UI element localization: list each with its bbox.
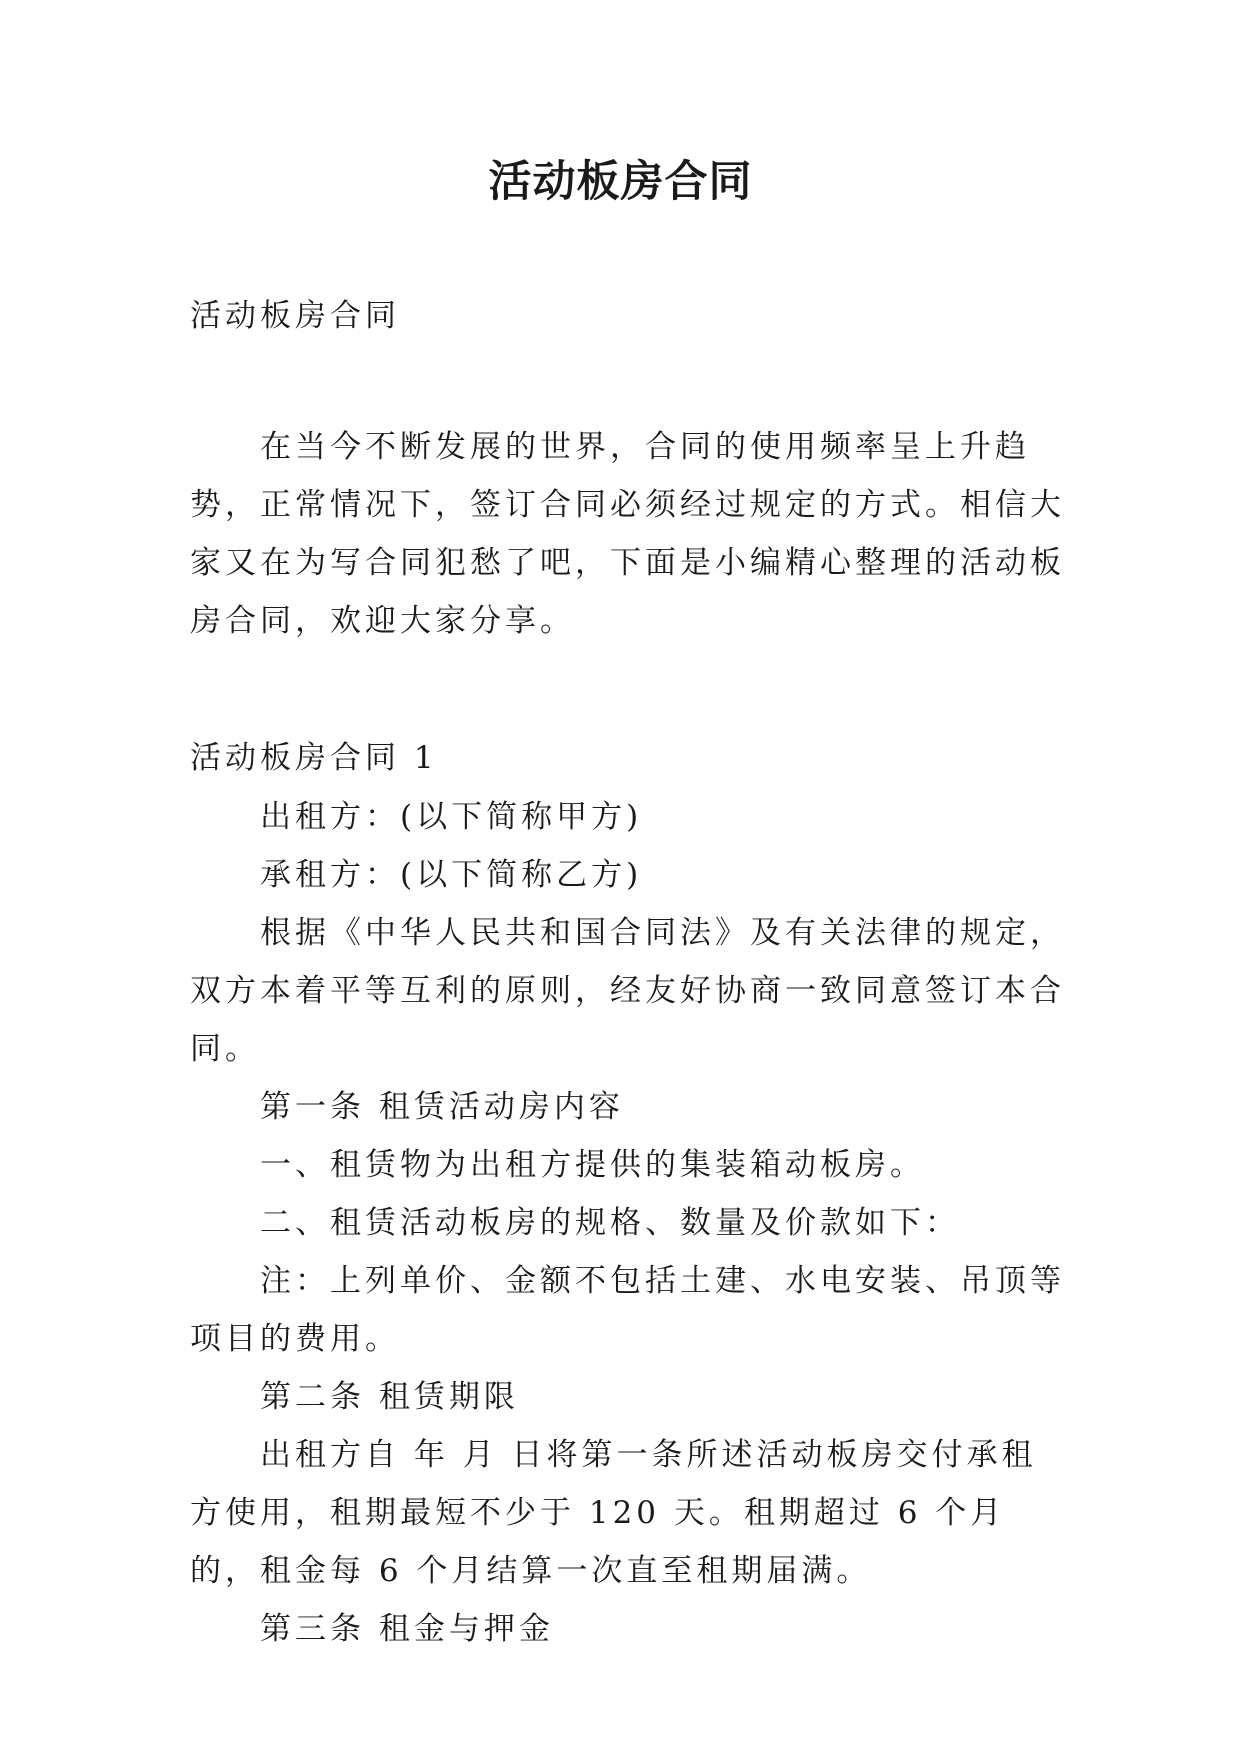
document-body — [190, 286, 1070, 1658]
lessor-line: 出租方：(以下简称甲方) — [260, 799, 643, 835]
article-1-heading: 第一条 租赁活动房内容 — [260, 1089, 624, 1125]
article-2-heading: 第二条 租赁期限 — [260, 1379, 519, 1415]
article-1-item-1: 一、租赁物为出租方提供的集装箱动板房。 — [260, 1147, 925, 1183]
article-3-heading: 第三条 租金与押金 — [260, 1611, 554, 1647]
article-2-body: 出租方自 年 月 日将第一条所述活动板房交付承租方使用，租期最短不少于 120 天。租期超过 6 个月的，租金每 6 个月结算一次直至租期届满。 — [190, 1437, 1037, 1589]
legal-basis-paragraph: 根据《中华人民共和国合同法》及有关法律的规定，双方本着平等互利的原则，经友好协商一致同意签订本合同。 — [190, 915, 1065, 1067]
article-1-note: 注：上列单价、金额不包括土建、水电安装、吊顶等项目的费用。 — [190, 1263, 1065, 1357]
section-title: 活动板房合同 1 — [190, 740, 438, 776]
lessee-line: 承租方：(以下简称乙方) — [260, 857, 643, 893]
document-subtitle: 活动板房合同 — [190, 298, 400, 334]
document-title: 活动板房合同 — [488, 157, 753, 207]
article-1-item-2: 二、租赁活动板房的规格、数量及价款如下： — [260, 1205, 960, 1241]
intro-paragraph: 在当今不断发展的世界，合同的使用频率呈上升趋势，正常情况下，签订合同必须经过规定的方式。相信大家又在为写合同犯愁了吧，下面是小编精心整理的活动板房合同，欢迎大家分享。 — [190, 429, 1065, 639]
